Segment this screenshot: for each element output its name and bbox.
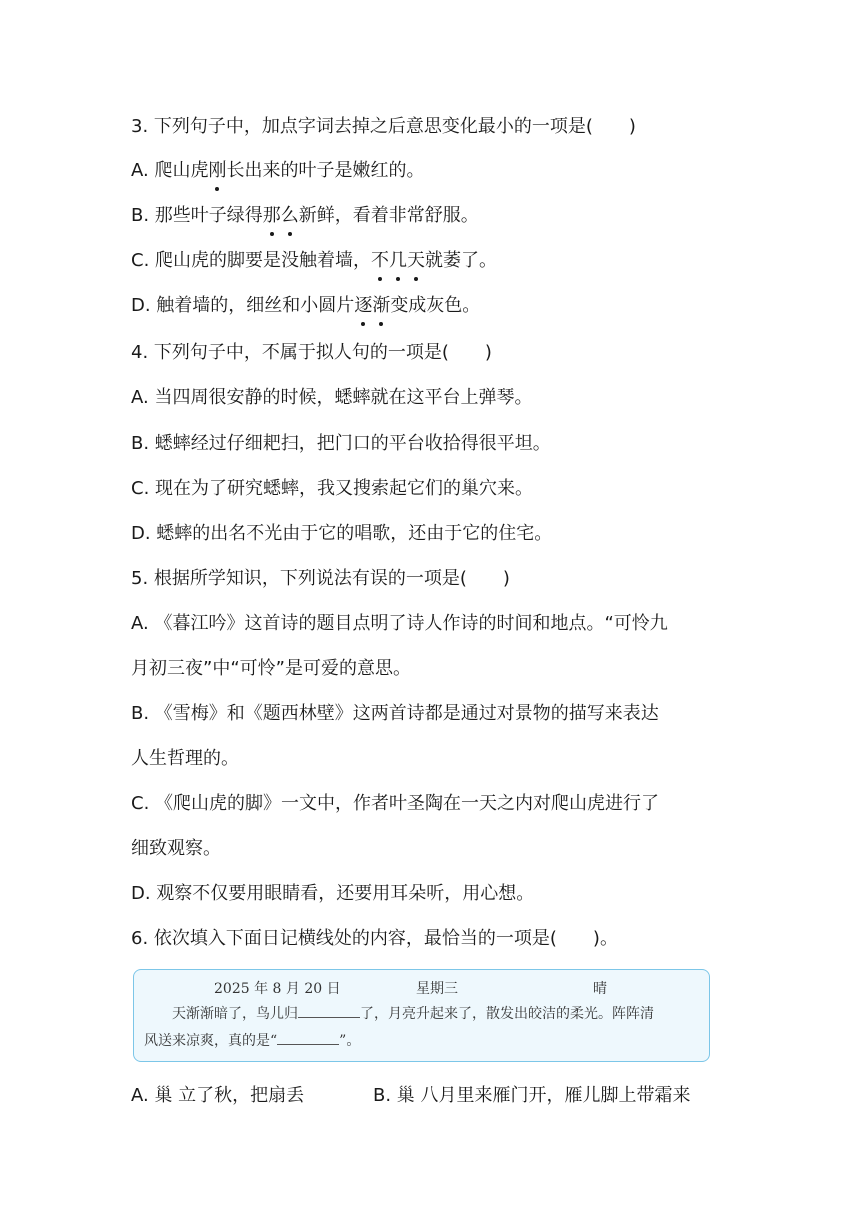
q4-option-b[interactable]: B. 蟋蟀经过仔细耙扫，把门口的平台收拾得很平坦。 bbox=[131, 433, 551, 454]
q3-paren-close: ) bbox=[628, 116, 636, 137]
diary-line-1 bbox=[144, 1001, 699, 1028]
emphasis-dot-char: 几 bbox=[389, 248, 407, 274]
q3-d-text-end: 变成灰色。 bbox=[390, 295, 481, 316]
q3-option-b[interactable] bbox=[131, 203, 479, 229]
fill-blank-2[interactable] bbox=[277, 1030, 339, 1045]
diary-weekday: 星期三 bbox=[416, 981, 458, 997]
q3-stem-text: 3. 下列句子中，加点字词去掉之后意思变化最小的一项是( bbox=[131, 116, 593, 137]
q5-option-c[interactable]: C. 《爬山虎的脚》一文中，作者叶圣陶在一天之内对爬山虎进行了 bbox=[131, 793, 660, 814]
q5-option-b-cont: 人生哲理的。 bbox=[131, 748, 239, 769]
q5-paren-close: ) bbox=[502, 568, 510, 589]
q3-a-text: A. 爬山虎 bbox=[131, 160, 209, 181]
emphasis-dot-char: 那 bbox=[263, 203, 281, 229]
diary-header bbox=[134, 978, 709, 998]
q5-option-a-cont: 月初三夜”中“可怜”是可爱的意思。 bbox=[131, 658, 411, 679]
diary-line-2 bbox=[144, 1028, 699, 1055]
diary-text: ”。 bbox=[339, 1033, 361, 1049]
q3-option-c[interactable] bbox=[131, 248, 497, 274]
q6-stem-text: 6. 依次填入下面日记横线处的内容，最恰当的一项是( bbox=[131, 928, 557, 949]
q3-a-text-end: 长出来的叶子是嫩红的。 bbox=[226, 160, 425, 181]
emphasis-dot-char: 不 bbox=[371, 248, 389, 274]
fill-blank-1[interactable] bbox=[298, 1003, 360, 1018]
q5-stem-text: 5. 根据所学知识，下列说法有误的一项是( bbox=[131, 568, 467, 589]
q3-option-a[interactable] bbox=[131, 158, 424, 184]
q4-stem-text: 4. 下列句子中，不属于拟人句的一项是( bbox=[131, 342, 449, 363]
q5-option-c-cont: 细致观察。 bbox=[131, 838, 221, 859]
q4-option-a[interactable]: A. 当四周很安静的时候，蟋蟀就在这平台上弹琴。 bbox=[131, 387, 533, 408]
q5-stem bbox=[131, 566, 510, 592]
q4-stem bbox=[131, 340, 492, 366]
diary-text: 了，月亮升起来了，散发出皎洁的柔光。阵阵清 bbox=[360, 1006, 654, 1022]
emphasis-dot-char: 逐 bbox=[354, 293, 372, 319]
q6-paren-close: )。 bbox=[592, 928, 618, 949]
q5-option-d[interactable]: D. 观察不仅要用眼睛看，还要用耳朵听，用心想。 bbox=[131, 883, 535, 904]
q5-option-a[interactable]: A. 《暮江吟》这首诗的题目点明了诗人作诗的时间和地点。“可怜九 bbox=[131, 613, 668, 634]
diary-box bbox=[133, 969, 710, 1062]
q6-stem bbox=[131, 926, 618, 952]
q6-option-b[interactable]: B. 巢 八月里来雁门开，雁儿脚上带霜来 bbox=[373, 1085, 691, 1106]
q4-option-c[interactable]: C. 现在为了研究蟋蟀，我又搜索起它们的巢穴来。 bbox=[131, 478, 534, 499]
diary-weather: 晴 bbox=[593, 981, 607, 997]
q3-c-text: C. 爬山虎的脚要是没触着墙， bbox=[131, 250, 372, 271]
emphasis-dot-char: 么 bbox=[281, 203, 299, 229]
diary-text: 天渐渐暗了，鸟儿归 bbox=[172, 1006, 298, 1022]
q4-paren-close: ) bbox=[484, 342, 492, 363]
q3-b-text: B. 那些叶子绿得 bbox=[131, 205, 263, 226]
diary-text: 风送来凉爽，真的是“ bbox=[144, 1033, 278, 1049]
q3-b-text-end: 新鲜，看着非常舒服。 bbox=[298, 205, 479, 226]
emphasis-dot-char: 天 bbox=[407, 248, 425, 274]
diary-body bbox=[144, 1001, 699, 1055]
emphasis-dot-char: 渐 bbox=[372, 293, 390, 319]
q3-d-text: D. 触着墙的，细丝和小圆片 bbox=[131, 295, 355, 316]
q3-c-text-end: 就萎了。 bbox=[425, 250, 498, 271]
q3-option-d[interactable] bbox=[131, 293, 480, 319]
q6-option-a[interactable]: A. 巢 立了秋，把扇丢 bbox=[131, 1085, 305, 1106]
emphasis-dot-char: 刚 bbox=[208, 158, 226, 184]
q4-option-d[interactable]: D. 蟋蟀的出名不光由于它的唱歌，还由于它的住宅。 bbox=[131, 523, 553, 544]
q5-option-b[interactable]: B. 《雪梅》和《题西林壁》这两首诗都是通过对景物的描写来表达 bbox=[131, 703, 659, 724]
diary-date: 2025 年 8 月 20 日 bbox=[214, 981, 341, 997]
q3-stem bbox=[131, 114, 636, 140]
